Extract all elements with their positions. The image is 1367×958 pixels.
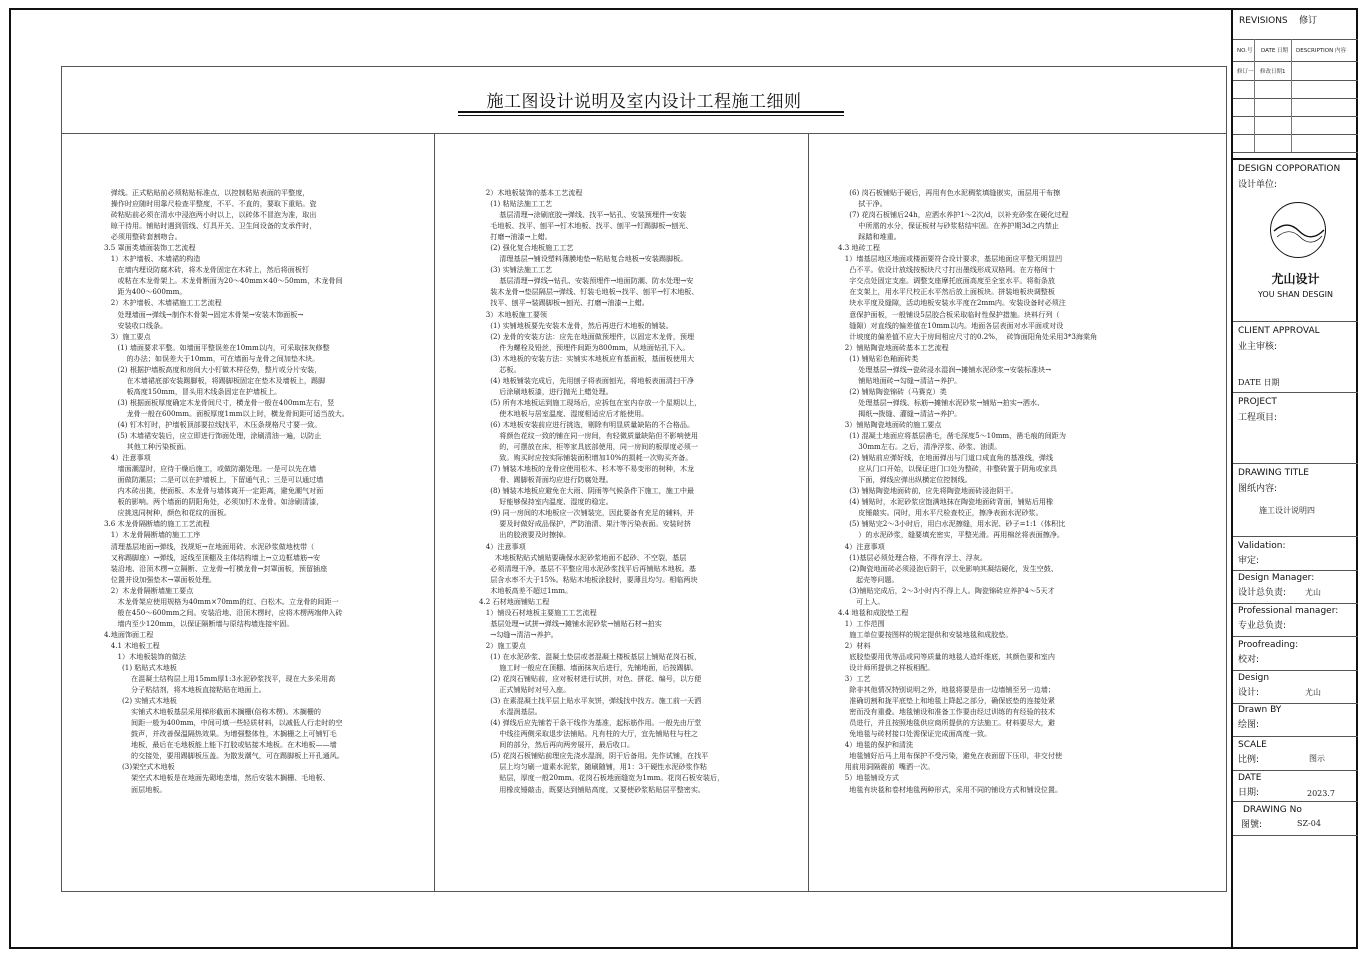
text-line: (2) 龙骨的安装方法：应先在地面做预埋件，以固定木龙骨，预埋 [479, 331, 695, 341]
text-line: (5) 铺贴完2～3小时后，用白水泥擦缝，用水泥、砂子=1:1（体积比 [838, 519, 1066, 529]
logo-wave-icon [1271, 203, 1326, 258]
text-line: 安装收口线条。 [104, 320, 168, 330]
text-line: 可上人。 [838, 596, 885, 606]
text-line: 3）铺贴陶瓷地面砖的施工要点 [838, 419, 942, 429]
drawing-title-label: DRAWING TITLE [1238, 468, 1309, 478]
title-band [62, 67, 1226, 134]
text-line: (2) 铺贴前应弹好线，在地面弹出与门道口成直角的基准线，弹线 [838, 453, 1054, 463]
text-line: 清理基层地面→弹线，找规矩→在地面用砖、水泥砂浆做地枕带（ [104, 541, 315, 551]
text-line: (6) 木地板安装前应进行挑选，剔除有明显质量缺陷的不合格品。 [479, 419, 695, 429]
title-underline [458, 111, 844, 113]
text-line: 计坡度的偏差值不应大于房间相应尺寸的0.2%， 砖饰面阳角处采用3*3海棠角 [838, 331, 1098, 341]
text-line: (2) 根据护墙板高度和房间大小钉做木样径势，整片或分片安装， [104, 364, 322, 374]
text-column-1 [104, 187, 349, 795]
text-line: (3)架空式木地板 [104, 762, 175, 772]
text-line: 的，可摆放在床、柜等家具底部使用，同一房间的板厚度必须一 [479, 442, 698, 452]
text-line: 墙内至少120mm，以保证隔断墙与原结构墙连接牢固。 [104, 618, 294, 628]
text-line: 内木砖出挑，使面板、木龙骨与墙体离开一定距离，避免潮气对面 [104, 486, 324, 496]
client-approval-cn: 业主审核: [1238, 342, 1278, 352]
text-line: (7) 花岗石板铺后24h，应洒水养护1～2次/d，以补充砂浆在硬化过程 [838, 210, 1069, 220]
text-line: 装木龙骨→垫层隔层→弹线、钉装毛地板→找平、刨平→钉木地板、 [479, 287, 699, 297]
rev-row1-no: 修订一 [1237, 69, 1254, 75]
text-line: (1) 混凝土地面应将基层凿毛，凿毛深度5～10mm，凿毛痕的间距为 [838, 431, 1066, 441]
text-line: 4.4 地毯和成胶垫工程 [838, 607, 909, 617]
column-divider-1 [434, 133, 435, 891]
text-line: 好能够保持室内温度、湿度的稳定。 [479, 497, 613, 507]
text-line: (3) 铺贴陶瓷地面砖前，应先将陶瓷地面砖浸泡阴干。 [838, 486, 1018, 496]
text-line: (2) 强化复合地板施工工艺 [479, 243, 574, 253]
text-column-3 [838, 187, 1097, 795]
client-date-label: DATE 日期 [1238, 378, 1280, 387]
text-line: 除非其他情况特别说明之外，地毯将要是由一边墙铺至另一边墙； [838, 685, 1055, 695]
text-line: 处理墙面→弹线→制作木骨架→固定木骨架→安装木饰面板→ [104, 309, 304, 319]
text-line: 般在450～600mm之间。安装沿地、沿顶木楞时，应将木楞两端伸入砖 [104, 607, 343, 617]
title-underline-thin [458, 115, 844, 116]
text-line: 拭干净。 [838, 199, 887, 209]
text-line: 块水平度及缝隙，活动地板安装水平度在2mm内。安装设备时必须注 [838, 298, 1066, 308]
text-line: 位置并设加强垫木→罩面板处理。 [104, 574, 217, 584]
text-line: (1) 实铺地板要先安装木龙骨，然后再进行木地板的铺装。 [479, 320, 673, 330]
text-line: 用前用洞隔震前 嘴洒一次。 [838, 762, 935, 772]
text-line: 2）材料 [838, 640, 871, 650]
drawing-no-cn: 图號: [1241, 820, 1263, 830]
text-line: 下面，弹线应弹出纵横定位控制线。 [838, 475, 972, 485]
text-line: 墙面潮湿时，应待干燥后施工，或做防潮处理。一是可以先在墙 [104, 464, 317, 474]
text-column-2 [479, 187, 724, 795]
text-line: 2）木地板装饰的基本工艺流程 [479, 188, 583, 197]
text-line: 的交接处，要用踢脚板压盖。为散发潮气，可在踢脚板上开孔通风。 [104, 751, 344, 761]
text-line: 准确切割和拢平底垫上和地毯上降起之部分，确保底垫的连接处紧 [838, 696, 1055, 706]
text-line: 层含水率不大于15%。粘贴木地板涂胶时，要薄且均匀。相临两块 [479, 574, 698, 584]
text-line: 凸不平。依设计放线按板块尺寸打出墨线形成双格网。在方格间十 [838, 265, 1055, 275]
text-line: (1)基层必须处理合格，不得有浮土、浮灰。 [838, 552, 988, 562]
text-line: 缝隙）对直线的偏差值在10mm以内。地面各层表面对水平面或对设 [838, 320, 1064, 330]
text-line: 操作时应随时用靠尺检查平整度，不平、不直的，要取下重贴。瓷 [104, 199, 317, 209]
text-line: 应从门口开始，以保证进门口处为整砖，非整砖置于阴角或家具 [838, 464, 1057, 474]
text-line: (2)陶瓷地面砖必须浸泡后阴干，以免影响其凝结硬化，发生空鼓、 [838, 563, 1058, 573]
drawing-no-value: SZ-04 [1297, 819, 1321, 828]
column-divider-2 [808, 133, 809, 891]
professional-manager-label: Professional manager: [1238, 606, 1339, 616]
text-line: 地毯有块毯和卷材地毯两种形式，采用不同的铺设方式和铺设位置。 [838, 784, 1063, 794]
text-line: 意保护面板，一般铺设5层胶合板采取临时性保护措施。块料行列（ [838, 309, 1060, 319]
text-line: 打磨→油漆→上蜡。 [479, 232, 552, 242]
text-line: (3) 在素混凝土找平层上贴水平灰饼，弹线找中找方。施工前一天洒 [479, 696, 702, 706]
text-line: (1) 墙面要求平整。如墙面平整误差在10mm以内，可采取抹灰修整 [104, 342, 330, 352]
rev-col-desc: DESCRIPTION 内容 [1296, 48, 1346, 54]
text-line: (7) 铺装木地板的龙骨应使用松木、杉木等不易变形的树种，木龙 [479, 464, 695, 474]
design-manager-cn: 设计总负责: [1238, 588, 1287, 598]
proofreading-label: Proofreading: [1238, 640, 1299, 650]
scale-label: SCALE [1238, 740, 1267, 750]
text-line: 1）木地板装饰的做法 [104, 651, 186, 661]
text-line: (6) 岗石板铺贴于硬后，再用有色水泥稠浆填缝嵌实，面层用干布擦 [838, 188, 1061, 197]
text-line: 5）地毯铺设方式 [838, 773, 899, 783]
text-line: 1）铺设石材地板主要施工工艺流程 [479, 607, 597, 617]
text-line: (4) 钉木钉时，护墙板顶部要拉线找平，木压条规格尺寸要一致。 [104, 419, 322, 429]
text-line: 贴层，厚度一般20mm。花岗石板地面缝宽为1mm。花岗石板安装后， [479, 773, 725, 783]
text-line: (3) 木地板的安装方法：实铺实木地板应有基面板，基面板使用大 [479, 353, 695, 363]
text-line: (2) 铺贴陶瓷锦砖（马赛克）类 [838, 386, 947, 396]
text-line: 在支架上，用水平尺校正水平然后放上面板块。拼装地板块调整板 [838, 287, 1055, 297]
client-approval-label: CLIENT APPROVAL [1238, 326, 1320, 336]
rev-col-no: NO.号 [1237, 48, 1253, 54]
document-frame [61, 66, 1227, 892]
text-line: 3）木地板施工要领 [479, 309, 548, 319]
text-line: 必须用整砖套割吻合。 [104, 232, 182, 242]
text-line: 或粘在木龙骨架上。木龙骨断面为20～40mm×40～50mm，木龙骨间 [104, 276, 343, 286]
text-line: 要及时做好成品保护，严防油渍、果汁等污染表面。安装时挤 [479, 519, 691, 529]
text-line: 密而没有重叠。地毯铺设和准备工作要由经过训练的有经验的技术 [838, 707, 1055, 717]
rev-col-date: DATE 日期 [1261, 48, 1289, 54]
text-line: 4.2 石材地面铺贴工程 [479, 596, 550, 606]
text-line: 起壳等问题。 [838, 574, 899, 584]
drawing-no-label: DRAWING No [1243, 805, 1302, 815]
rev-row1-date: 修改日期1 [1260, 69, 1286, 75]
text-line: 1）墙基层地区地面或楼面要符合设计要求，基层地面应平整无明显凹 [838, 254, 1063, 264]
text-line: 水湿润基层。 [479, 707, 542, 717]
text-line: 出的胶液要及时擦掉。 [479, 530, 571, 540]
text-line: ）的水泥砂浆，缝要填充密实，平整光滑。再用棉丝将表面擦净。 [838, 530, 1065, 540]
text-line: 底胶垫要用优等品或同等质量的地毯人造纤维底，其颜色要和室内 [838, 651, 1055, 661]
text-line: 后涂刷地板漆，进行抛光上蜡处理。 [479, 386, 613, 396]
text-line: 4）地毯的保护和清洗 [838, 740, 914, 750]
text-line: 揭纸→拨缝、灌缝→清洁→养护。 [838, 408, 962, 418]
text-line: 木地板高差不超过1mm。 [479, 585, 573, 595]
text-line: 板的影响。两个墙面的阴阳角处，必须加钉木龙骨。如涂刷清漆， [104, 497, 324, 507]
date-label: DATE [1238, 773, 1262, 783]
text-line: 间距一般为400mm，中间可填一些轻质材料，以减低人行走时的空 [104, 718, 343, 728]
text-line: 件为螺栓及铅丝，预埋件间距为800mm，从地面钻孔下入。 [479, 342, 690, 352]
design-manager-label: Design Manager: [1238, 573, 1315, 583]
text-line: 2）铺贴陶瓷地面砖基本工艺流程 [838, 342, 949, 352]
text-line: 2）木护墙板、木墙裙施工工艺流程 [104, 298, 222, 308]
text-line: 弹线。正式粘贴前必须粘贴标准点，以控制粘贴表面的平整度， [104, 188, 310, 197]
text-line: (5) 所有木地板运到施工现场后，应拆包在室内存放一个星期以上， [479, 397, 702, 407]
text-line: 将颜色花纹一致的铺在同一房间，有轻微质量缺陷但不影响使用 [479, 431, 698, 441]
text-line: (2) 实铺式木地板 [104, 696, 177, 706]
design-cn: 设计: [1238, 688, 1260, 698]
text-line: 致。购买时应按实际铺装面积增加10%的损耗一次购买齐备。 [479, 453, 693, 463]
validation-label: Validation: [1238, 541, 1286, 551]
text-line: 架空式木地板是在地面先砌地垄墙，然后安装木搁栅、毛地板、 [104, 773, 330, 783]
text-line: 3）施工要点 [104, 331, 151, 341]
text-line: 距为400～600mm。 [104, 287, 187, 297]
text-line: 处理基层→弹线→瓷砖浸水湿润→摊铺水泥砂浆→安装标准块→ [838, 364, 1052, 374]
text-line: (4) 地板铺装完成后，先用刨子将表面刨光，将地板表面清扫干净 [479, 375, 695, 385]
text-line: 芯板。 [479, 364, 521, 374]
brand-name-en: YOU SHAN DESGIN [1257, 290, 1334, 299]
text-line: 在混凝土结构层上用15mm厚1:3水泥砂浆找平，现在大多采用高 [104, 674, 336, 684]
proofreading-cn: 校对: [1238, 655, 1260, 665]
text-line: 3.5 罩面类墙面装饰工艺流程 [104, 243, 196, 253]
text-line: 基层处理→试拼→弹线→摊铺水泥砂浆→铺贴石材→拍实 [479, 618, 662, 628]
text-line: 用橡皮锤敲击，既要达到铺贴高度，又要使砂浆粘贴层平整密实。 [479, 784, 706, 794]
text-line: 4.3 地砖工程 [838, 243, 880, 253]
text-line: 板高度150mm，冒头用木线条固定在护墙板上。 [104, 386, 282, 396]
text-line: 踩踏和堆重。 [838, 232, 901, 242]
text-line: (3) 根据面板厚度确定木龙骨间尺寸，横龙骨一般在400mm左右，竖 [104, 397, 335, 407]
text-line: (4) 弹线后应先铺若干条干线作为基准，起标筋作用。一般先由厅堂 [479, 718, 702, 728]
text-line: 基层清理→弹线→钻孔、安装预埋件→地面防潮、防水处理→安 [479, 276, 694, 286]
text-line: 骨、踢脚板背面均应进行防腐处理。 [479, 475, 613, 485]
text-line: 面做防潮层；二是可以在护墙板上，下留通气孔；三是可以通过墙 [104, 475, 324, 485]
text-line: (1) 粘贴式木地板 [104, 663, 177, 673]
text-line: (3) 实铺法施工工艺 [479, 265, 553, 275]
text-line: 处理基层→弹线、标筋→摊铺水泥砂浆→铺贴→拍实→洒水、 [838, 397, 1045, 407]
text-line: 员进行，并且按照地毯供应商所提供的方法施工。材料要尽大，避 [838, 718, 1055, 728]
validation-cn: 审定: [1238, 556, 1260, 566]
text-line: 中所需的水分，保证板材与砂浆粘结牢固。在养护期3d之内禁止 [838, 221, 1059, 231]
text-line: 木地板粘贴式铺贴要确保水泥砂浆地面不起砂、不空裂，基层 [479, 552, 687, 562]
professional-manager-cn: 专业总负责: [1238, 621, 1287, 631]
text-line: 应挑选同树种，颜色和花纹的面板。 [104, 508, 232, 518]
design-company-label: DESIGN COPPORATION [1238, 164, 1341, 174]
title-block [1231, 8, 1358, 949]
text-line: (2) 花岗石铺贴前，应对板材进行试拼，对色、拼花、编号，以方便 [479, 674, 702, 684]
text-line: 施工时一般应在顶棚、墙面抹灰后进行，先铺地面，后按踢脚。 [479, 663, 698, 673]
design-manager-value: 尤山 [1305, 588, 1321, 597]
date-value: 2023.7 [1307, 789, 1335, 798]
text-line: 使木地板与居室温度、湿度相适应后才能使用。 [479, 408, 649, 418]
text-line: 基层清理→涂刷底胶→弹线、找平→钻孔、安装预埋件→安装 [479, 210, 687, 220]
text-line: (1) 粘贴法施工工艺 [479, 199, 553, 209]
text-line: 2）木龙骨隔断墙施工要点 [104, 585, 194, 595]
text-line: 铺贴地面砖→勾缝→清洁→养护。 [838, 375, 962, 385]
project-cn: 工程项目: [1238, 413, 1278, 423]
drawn-by-cn: 绘图: [1238, 720, 1260, 730]
text-line: 4）注意事项 [104, 453, 151, 463]
text-line: 又称踢脚座）→弹线，返线至顶棚及主体结构墙上→立边框墙筋→安 [104, 552, 321, 562]
scale-value: 图示 [1309, 754, 1325, 763]
text-line: 皮锤敲实。同时，用水平尺检查校正，擦净表面水泥砂浆。 [838, 508, 1043, 518]
project-label: PROJECT [1238, 397, 1277, 407]
revisions-label: REVISIONS 修订 [1239, 16, 1318, 26]
text-line: 4）注意事项 [838, 541, 885, 551]
design-value: 尤山 [1305, 688, 1321, 697]
text-line: 2）施工要点 [479, 640, 526, 650]
brand-name-cn: 尤山设计 [1271, 272, 1320, 286]
text-line: 在墙内埋设防腐木砖，将木龙骨固定在木砖上，然后将面板钉 [104, 265, 310, 275]
drawing-title-cn: 图纸内容: [1238, 484, 1278, 494]
text-line: 清理基层→铺设塑料薄膜地垫→粘贴复合地板→安装踢脚板。 [479, 254, 688, 264]
scale-cn: 比例: [1238, 755, 1260, 765]
text-line: 1）工作范围 [838, 618, 885, 628]
text-line: 中线往两侧采取退步法铺贴。凡有柱的大厅，宜先铺贴柱与柱之 [479, 729, 698, 739]
company-logo [1270, 202, 1326, 258]
text-line: 找平、刨平→装踢脚板→刨光、打磨→油漆→上蜡。 [479, 298, 649, 308]
text-line: 设计师所提供之样板相配。 [838, 663, 935, 673]
text-line: 1）木护墙板、木墙裙的构造 [104, 254, 201, 264]
text-line: 实铺式木地板基层采用梯形截面木搁栅(俗称木楞)。木搁栅的 [104, 707, 322, 717]
text-line: 4）注意事项 [479, 541, 526, 551]
text-line: 30mm左右。之后，清净浮浆、砂浆、油渍。 [838, 442, 1002, 452]
text-line: 地毯铺好后马上用布保护不受污染，避免在表面留下压印，非交付使 [838, 751, 1063, 761]
text-line: (3)铺贴完成后，2～3小时内不得上人。陶瓷锦砖应养护4～5天才 [838, 585, 1055, 595]
text-line: (4) 铺贴时，水泥砂浆应饱满地抹在陶瓷地面砖背面，铺贴后用橡 [838, 497, 1054, 507]
text-line: (5) 木墙裙安装后，应立即进行饰面处理，涂刷清油一遍，以防止 [104, 431, 322, 441]
text-line: (5) 花岗石板铺贴前理应先浇水湿润，阴干后备用。先作试铺，在找平 [479, 751, 709, 761]
text-line: 4.1 木地板工程 [104, 640, 160, 650]
design-company-cn: 设计单位: [1238, 180, 1278, 190]
text-line: (8) 铺装木地板应避免在大雨、阴雨等气候条件下施工，施工中最 [479, 486, 695, 496]
drawn-by-label: Drawn BY [1238, 705, 1282, 715]
text-line: 施工单位要按图样的规定提供和安装地毯和成胶垫。 [838, 629, 1013, 639]
text-line: 面层地板。 [104, 784, 167, 794]
text-line: 木龙骨架应使用规格为40mm×70mm的红、白松木。立龙骨的间距一 [104, 596, 339, 606]
text-line: 的办法；如误差大于10mm，可在墙面与龙骨之间加垫木块。 [104, 353, 320, 363]
text-line: 字交点处固定支座。调整支座摩托底面高度至全室水平。将衔条放 [838, 276, 1055, 286]
text-line: →勾缝→清洁→养护。 [479, 629, 558, 639]
text-line: 1）木龙骨隔断墙的施工工序 [104, 530, 201, 540]
text-line: 层上均匀刷一道素水泥浆，随刷随铺，用1：3干硬性水泥砂浆作粘 [479, 762, 707, 772]
text-line: 免地毯与砖材接口处需保证完成面高度一致。 [838, 729, 992, 739]
text-line: 其他工种污染板面。 [104, 442, 191, 452]
text-line: 在木墙裙底部安装踢脚板，将踢脚板固定在垫木及墙板上，踢脚 [104, 375, 326, 385]
text-line: 正式铺贴时对号入座。 [479, 685, 571, 695]
drawing-title-value: 施工设计说明四 [1259, 506, 1315, 515]
text-line: 必须清理干净。基层不平整应用水泥砂浆找平后再铺贴木地板。基 [479, 563, 696, 573]
date-cn: 日期: [1238, 788, 1260, 798]
design-label: Design [1238, 673, 1270, 683]
text-line: 4.地面饰面工程 [104, 629, 154, 639]
text-line: 3）工艺 [838, 674, 871, 684]
text-line: 晾干待用。铺贴时遇到管线、灯具开关、卫生间设备的支承件时， [104, 221, 317, 231]
text-line: (9) 同一房间的木地板应一次铺装完，因此要备有充足的辅料，并 [479, 508, 695, 518]
text-line: 装沿地、沿顶木楞→立隔断、立龙骨→钉横龙骨→封罩面板，预留插座 [104, 563, 328, 573]
text-line: 间的部分，然后再向两旁展开，最后收口。 [479, 740, 635, 750]
text-line: (1) 在水泥砂浆、混凝土垫层或者混凝土楼板基层上铺贴花岗石板， [479, 651, 702, 661]
text-line: (1) 铺贴彩色釉面砖类 [838, 353, 919, 363]
text-line: 龙骨一般在600mm。面板厚度1mm以上时，横龙骨间距可适当放大。 [104, 408, 349, 418]
document-title: 施工图设计说明及室内设计工程施工细则 [486, 92, 802, 112]
text-line: 毛地板、找平、刨平→钉木地板、找平、刨平→钉踢脚板→刨光、 [479, 221, 693, 231]
text-line: 3.6 木龙骨隔断墙的施工工艺流程 [104, 519, 210, 529]
text-line: 分子粘结剂，将木地板直接粘贴在地面上。 [104, 685, 266, 695]
text-line: 地板，最后在毛地板能上能下打胶或钻接木地板。在木地板——墙 [104, 740, 337, 750]
text-line: 鼓声，并改善保温隔热效果。为增强整体性，木搁栅之上可铺钉毛 [104, 729, 337, 739]
text-line: 砖粘贴前必须在清水中浸泡两小时以上，以砖体不冒泡为准，取出 [104, 210, 317, 220]
